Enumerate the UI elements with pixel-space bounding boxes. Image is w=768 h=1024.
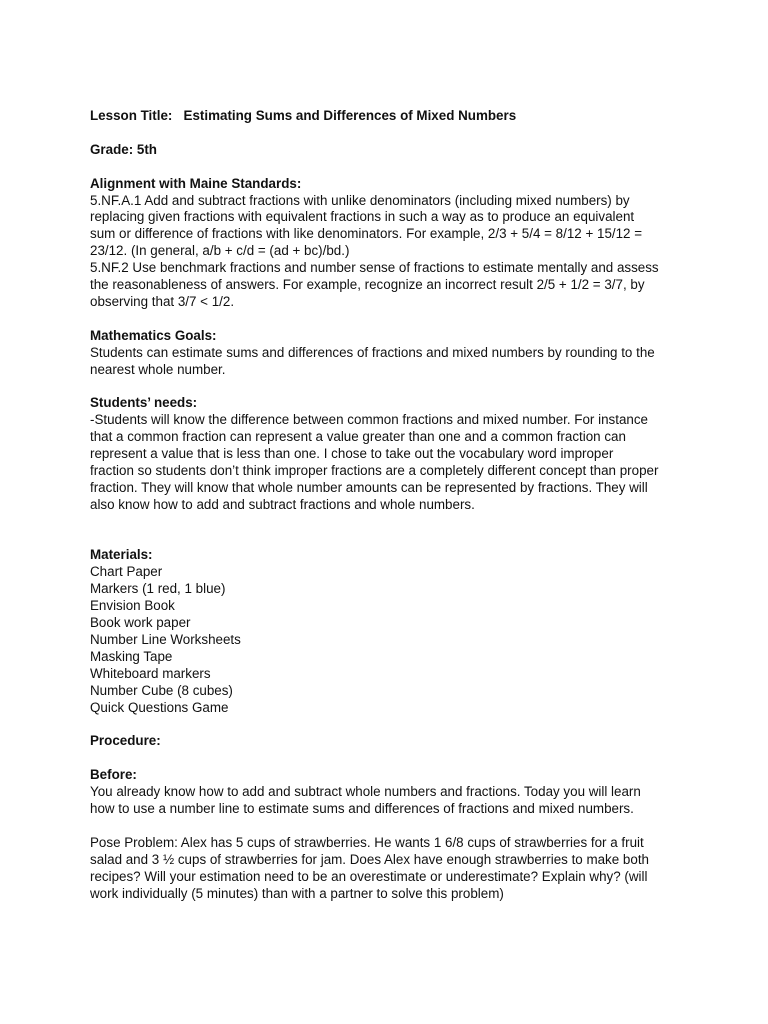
spacer — [90, 311, 690, 328]
students-needs-line: fraction so students don’t think improper fractions are a completely different concept than proper — [90, 462, 659, 478]
standards-line: replacing given fractions with equivalent fractions in such a way as to produce an equivalent — [90, 209, 635, 225]
materials-heading: Materials: — [90, 547, 153, 563]
procedure-heading: Procedure: — [90, 733, 161, 749]
pose-problem-line: work individually (5 minutes) than with a partner to solve this problem) — [90, 885, 504, 901]
materials-item: Envision Book — [90, 598, 175, 614]
spacer — [90, 514, 690, 548]
math-goals-heading: Mathematics Goals: — [90, 327, 217, 343]
lesson-title-line — [90, 108, 690, 125]
standards-body — [90, 193, 690, 311]
spacer — [90, 378, 690, 395]
materials-item: Number Cube (8 cubes) — [90, 682, 233, 698]
students-needs-line: fraction. They will know that whole number amounts can be represented by fractions. They will — [90, 479, 648, 495]
materials-item: Chart Paper — [90, 564, 163, 580]
standards-line: 5.NF.A.1 Add and subtract fractions with unlike denominators (including mixed numbers) by — [90, 192, 630, 208]
standards-line: sum or difference of fractions with like denominators. For example, 2/3 + 5/4 = 8/12 + 15/12 = — [90, 226, 643, 242]
grade: Grade: 5th — [90, 141, 157, 157]
before-line: You already know how to add and subtract whole numbers and fractions. Today you will learn — [90, 784, 641, 800]
materials-item: Masking Tape — [90, 648, 173, 664]
standards-line: 23/12. (In general, a/b + c/d = (ad + bc)/bd.) — [90, 243, 350, 259]
math-goals-body — [90, 345, 690, 379]
pose-problem-line: recipes? Will your estimation need to be an overestimate or underestimate? Explain why? (will — [90, 868, 648, 884]
standards-line: observing that 3/7 < 1/2. — [90, 293, 235, 309]
students-needs-body — [90, 412, 690, 513]
pose-problem-body — [90, 835, 690, 903]
lesson-title-value: Estimating Sums and Differences of Mixed Numbers — [183, 108, 517, 123]
spacer — [90, 750, 690, 767]
students-needs-line: that a common fraction can represent a value greater than one and a common fraction can — [90, 429, 626, 445]
students-needs-line: also know how to add and subtract fractions and whole numbers. — [90, 496, 475, 512]
before-line: how to use a number line to estimate sums and differences of fractions and mixed numbers. — [90, 801, 634, 817]
pose-problem-line: salad and 3 ½ cups of strawberries for jam. Does Alex have enough strawberries to make both — [90, 851, 649, 867]
spacer — [90, 818, 690, 835]
students-needs-line: represent a value that is less than one. I chose to take out the vocabulary word improper — [90, 446, 614, 462]
math-goals-line: Students can estimate sums and differences of fractions and mixed numbers by rounding to the — [90, 344, 655, 360]
spacer — [90, 125, 690, 142]
pose-problem-line: Pose Problem: Alex has 5 cups of strawberries. He wants 1 6/8 cups of strawberries for a fruit — [90, 834, 644, 850]
materials-item: Markers (1 red, 1 blue) — [90, 581, 226, 597]
spacer — [90, 717, 690, 734]
before-heading: Before: — [90, 767, 137, 783]
materials-item: Book work paper — [90, 615, 191, 631]
materials-item: Whiteboard markers — [90, 665, 211, 681]
materials-item: Quick Questions Game — [90, 699, 229, 715]
before-body — [90, 784, 690, 818]
students-needs-line: -Students will know the difference between common fractions and mixed number. For instance — [90, 412, 648, 428]
materials-list — [90, 564, 690, 716]
spacer — [90, 159, 690, 176]
standards-line: the reasonableness of answers. For example, recognize an incorrect result 2/5 + 1/2 = 3/7, by — [90, 277, 645, 293]
math-goals-line: nearest whole number. — [90, 361, 226, 377]
students-needs-heading: Students’ needs: — [90, 395, 198, 411]
materials-item: Number Line Worksheets — [90, 632, 241, 648]
standards-line: 5.NF.2 Use benchmark fractions and number sense of fractions to estimate mentally and assess — [90, 260, 659, 276]
lesson-title-label: Lesson Title: — [90, 108, 173, 123]
lesson-plan-document — [90, 108, 690, 902]
standards-heading: Alignment with Maine Standards: — [90, 175, 302, 191]
